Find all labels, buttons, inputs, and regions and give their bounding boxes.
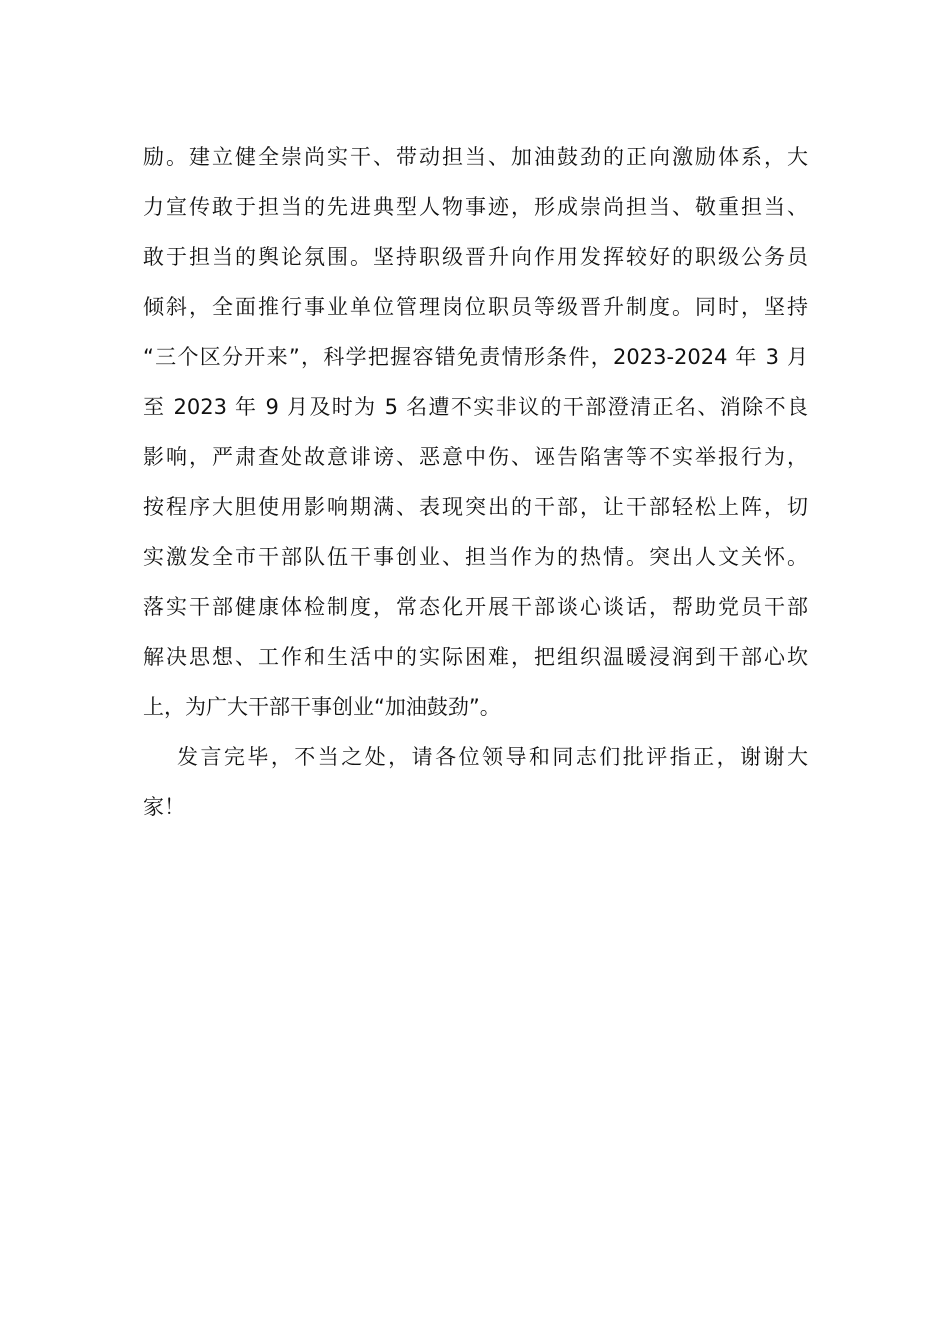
text-line: 实激发全市干部队伍干事创业、担当作为的热情。突出人文关怀。	[143, 545, 808, 569]
paragraph-incentive	[143, 132, 808, 732]
text-line: 敢于担当的舆论氛围。坚持职级晋升向作用发挥较好的职级公务员	[143, 245, 808, 269]
paragraph-closing	[143, 732, 808, 832]
text-line: “三个区分开来”，科学把握容错免责情形条件，2023-2024 年 3 月	[143, 345, 808, 369]
text-line: 影响，严肃查处故意诽谤、恶意中伤、诬告陷害等不实举报行为，	[143, 445, 808, 469]
text-line: 发言完毕，不当之处，请各位领导和同志们批评指正，谢谢大	[177, 745, 808, 769]
document-body	[143, 132, 808, 832]
text-line: 解决思想、工作和生活中的实际困难，把组织温暖浸润到干部心坎	[143, 645, 808, 669]
text-line: 力宣传敢于担当的先进典型人物事迹，形成崇尚担当、敬重担当、	[143, 195, 808, 219]
text-line: 至 2023 年 9 月及时为 5 名遭不实非议的干部澄清正名、消除不良	[143, 395, 808, 419]
text-line: 上，为广大干部干事创业“加油鼓劲”。	[143, 695, 501, 719]
text-line: 励。建立健全崇尚实干、带动担当、加油鼓劲的正向激励体系，大	[143, 145, 808, 169]
text-line: 落实干部健康体检制度，常态化开展干部谈心谈话，帮助党员干部	[143, 595, 808, 619]
text-line: 倾斜，全面推行事业单位管理岗位职员等级晋升制度。同时，坚持	[143, 295, 808, 319]
text-line: 按程序大胆使用影响期满、表现突出的干部，让干部轻松上阵，切	[143, 495, 808, 519]
text-line: 家！	[143, 795, 185, 819]
